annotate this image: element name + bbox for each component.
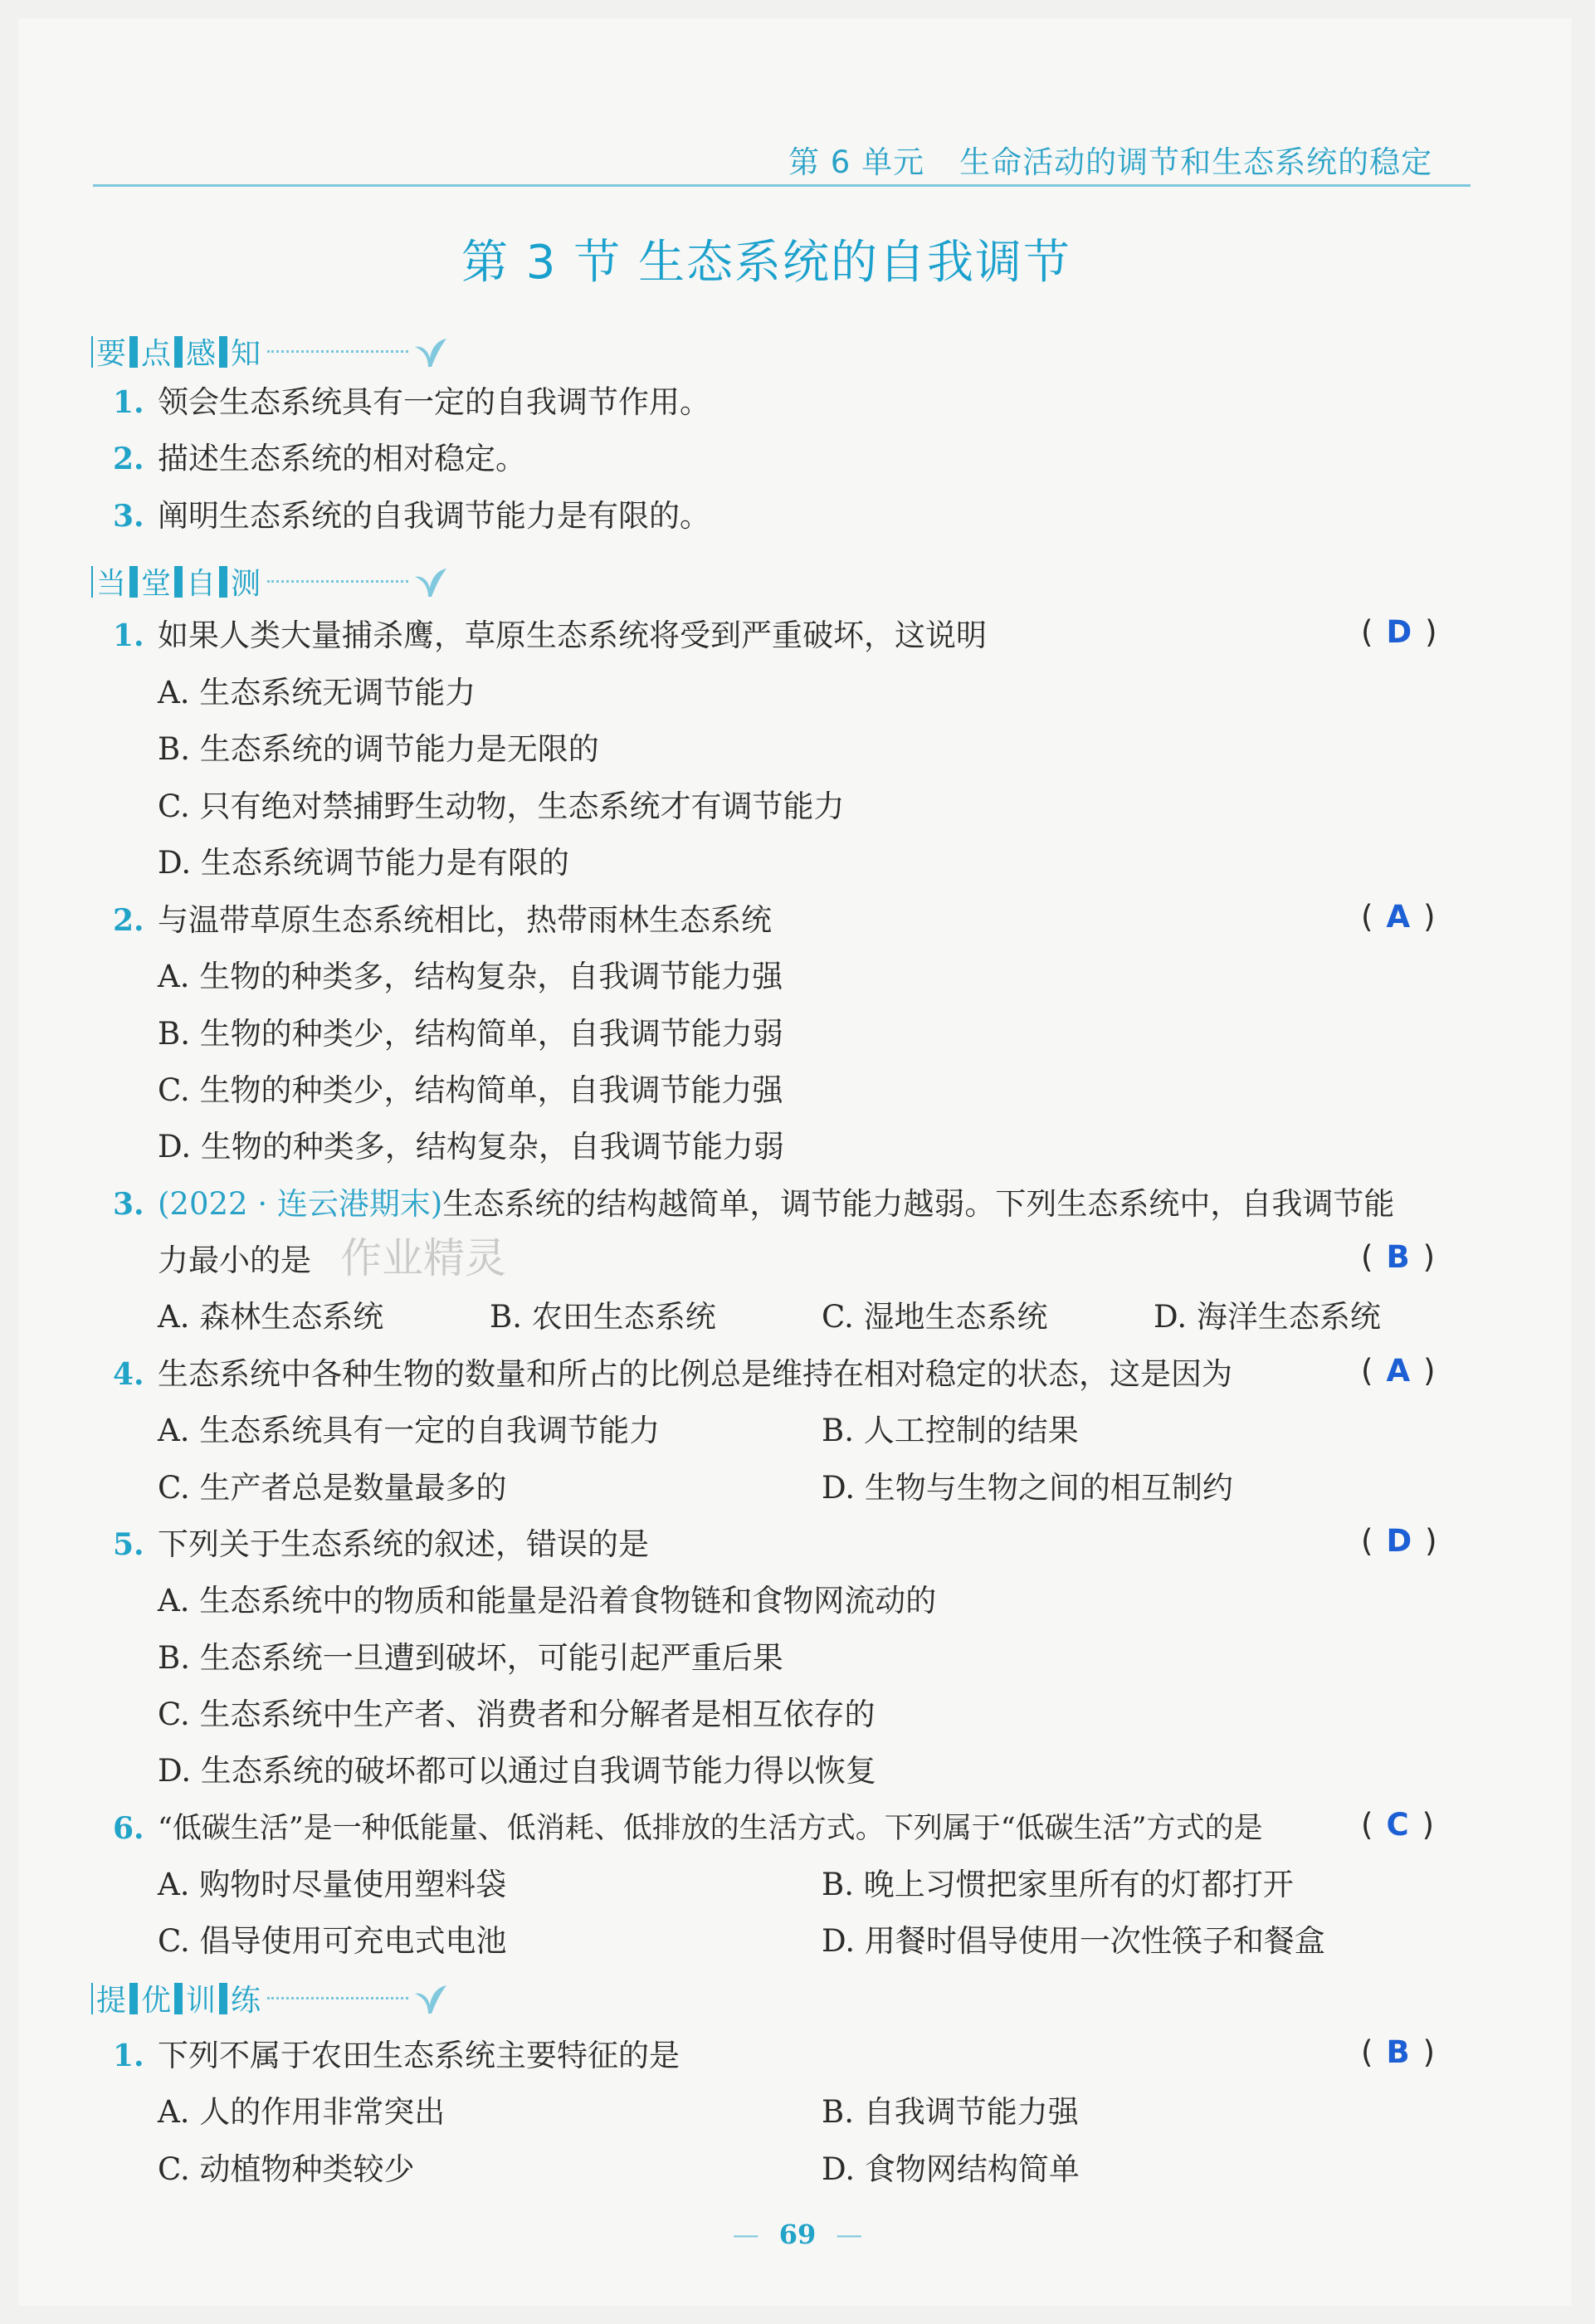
option: D. 海洋生态系统 (1154, 1299, 1381, 1335)
option: D. 食物网结构简单 (822, 2151, 1080, 2187)
sprout-icon (412, 335, 448, 369)
question-stem: 与温带草原生态系统相比，热带雨林生态系统 (158, 902, 772, 938)
sprout-icon (412, 565, 448, 598)
question-stem: 如果人类大量捕杀鹰，草原生态系统将受到严重破坏，这说明 (158, 618, 987, 653)
answer-blank: ( A ) (1361, 899, 1436, 935)
question-stem: 下列不属于农田生态系统主要特征的是 (158, 2038, 680, 2073)
option: B. 人工控制的结果 (822, 1413, 1079, 1448)
option: C. 动植物种类较少 (158, 2151, 415, 2187)
option: A. 生态系统无调节能力 (158, 675, 476, 710)
option: C. 生产者总是数量最多的 (158, 1470, 507, 1506)
option: A. 生物的种类多，结构复杂，自我调节能力强 (158, 959, 783, 994)
heading-dotted-line (267, 350, 408, 353)
option: C. 只有绝对禁捕野生动物，生态系统才有调节能力 (158, 788, 845, 824)
header-rule (93, 184, 1471, 187)
option: B. 晚上习惯把家里所有的灯都打开 (822, 1867, 1294, 1902)
option: B. 农田生态系统 (490, 1299, 716, 1335)
question-number: 3. (113, 1187, 144, 1222)
question-stem: 下列关于生态系统的叙述，错误的是 (158, 1526, 649, 1562)
option: D. 用餐时倡导使用一次性筷子和餐盒 (822, 1923, 1325, 1959)
option: C. 生物的种类少，结构简单，自我调节能力强 (158, 1072, 783, 1108)
heading-dotted-line (267, 580, 408, 583)
answer-blank: ( B ) (1361, 2034, 1436, 2070)
answer-letter: C (1386, 1807, 1409, 1843)
running-header (788, 137, 1432, 182)
answer-blank: ( D ) (1361, 1523, 1437, 1559)
option: A. 生态系统具有一定的自我调节能力 (158, 1413, 661, 1448)
watermark: 作业精灵 (340, 1234, 506, 1282)
heading-dotted-line (267, 1997, 408, 1999)
option: B. 生物的种类少，结构简单，自我调节能力弱 (158, 1016, 783, 1052)
list-number: 3. (113, 499, 144, 534)
question-number: 4. (113, 1357, 144, 1392)
question-number: 1. (113, 618, 144, 653)
question-stem: (2022 · 连云港期末)生态系统的结构越简单，调节能力越弱。下列生态系统中，自我调节能 (158, 1186, 1395, 1222)
option: A. 森林生态系统 (158, 1299, 384, 1335)
section-heading-tiyou: 提 优 训 练 (91, 1977, 448, 2019)
section-heading-dangtang: 当 堂 自 测 (91, 560, 448, 603)
answer-letter: A (1386, 1353, 1411, 1389)
option: C. 倡导使用可充电式电池 (158, 1923, 507, 1959)
option: D. 生物的种类多，结构复杂，自我调节能力弱 (158, 1129, 784, 1164)
answer-blank: ( C ) (1361, 1807, 1435, 1843)
option: B. 生态系统的调节能力是无限的 (158, 731, 599, 767)
option: B. 自我调节能力强 (822, 2094, 1079, 2130)
section-heading-yaodian: 要 点 感 知 (91, 330, 448, 373)
list-number: 2. (113, 442, 144, 476)
unit-label: 第 6 单元 (788, 144, 925, 180)
section-title: 第 3 节 生态系统的自我调节 (461, 236, 1072, 290)
question-source: (2022 · 连云港期末) (158, 1186, 443, 1222)
option: A. 购物时尽量使用塑料袋 (158, 1867, 507, 1902)
question-number: 6. (113, 1811, 144, 1846)
list-item: 阐明生态系统的自我调节能力是有限的。 (158, 498, 710, 534)
answer-letter: D (1386, 614, 1412, 650)
answer-blank: ( D ) (1361, 614, 1437, 650)
question-stem: “低碳生活”是一种低能量、低消耗、低排放的生活方式。下列属于“低碳生活”方式的是 (158, 1812, 1263, 1845)
page-number: — 69 — (732, 2219, 863, 2250)
answer-letter: B (1386, 2034, 1410, 2070)
option: A. 生态系统中的物质和能量是沿着食物链和食物网流动的 (158, 1583, 937, 1618)
question-number: 1. (113, 2038, 144, 2073)
option: D. 生态系统的破坏都可以通过自我调节能力得以恢复 (158, 1753, 876, 1789)
option: D. 生物与生物之间的相互制约 (822, 1470, 1233, 1506)
question-number: 2. (113, 903, 144, 938)
option: A. 人的作用非常突出 (158, 2094, 446, 2130)
sprout-icon (412, 1982, 448, 2015)
question-stem-continued: 力最小的是 (158, 1243, 311, 1278)
list-number: 1. (113, 385, 144, 420)
unit-title: 生命活动的调节和生态系统的稳定 (959, 144, 1433, 180)
option: D. 生态系统调节能力是有限的 (158, 845, 569, 881)
answer-letter: A (1386, 899, 1411, 935)
list-item: 领会生态系统具有一定的自我调节作用。 (158, 384, 710, 420)
question-number: 5. (113, 1527, 144, 1562)
option: C. 生态系统中生产者、消费者和分解者是相互依存的 (158, 1697, 876, 1732)
option: C. 湿地生态系统 (822, 1299, 1048, 1335)
answer-blank: ( A ) (1361, 1353, 1436, 1389)
answer-blank: ( B ) (1361, 1239, 1436, 1275)
answer-letter: B (1386, 1239, 1410, 1275)
question-stem: 生态系统中各种生物的数量和所占的比例总是维持在相对稳定的状态，这是因为 (158, 1356, 1232, 1392)
answer-letter: D (1386, 1523, 1412, 1559)
list-item: 描述生态系统的相对稳定。 (158, 441, 526, 476)
option: B. 生态系统一旦遭到破坏，可能引起严重后果 (158, 1640, 783, 1676)
